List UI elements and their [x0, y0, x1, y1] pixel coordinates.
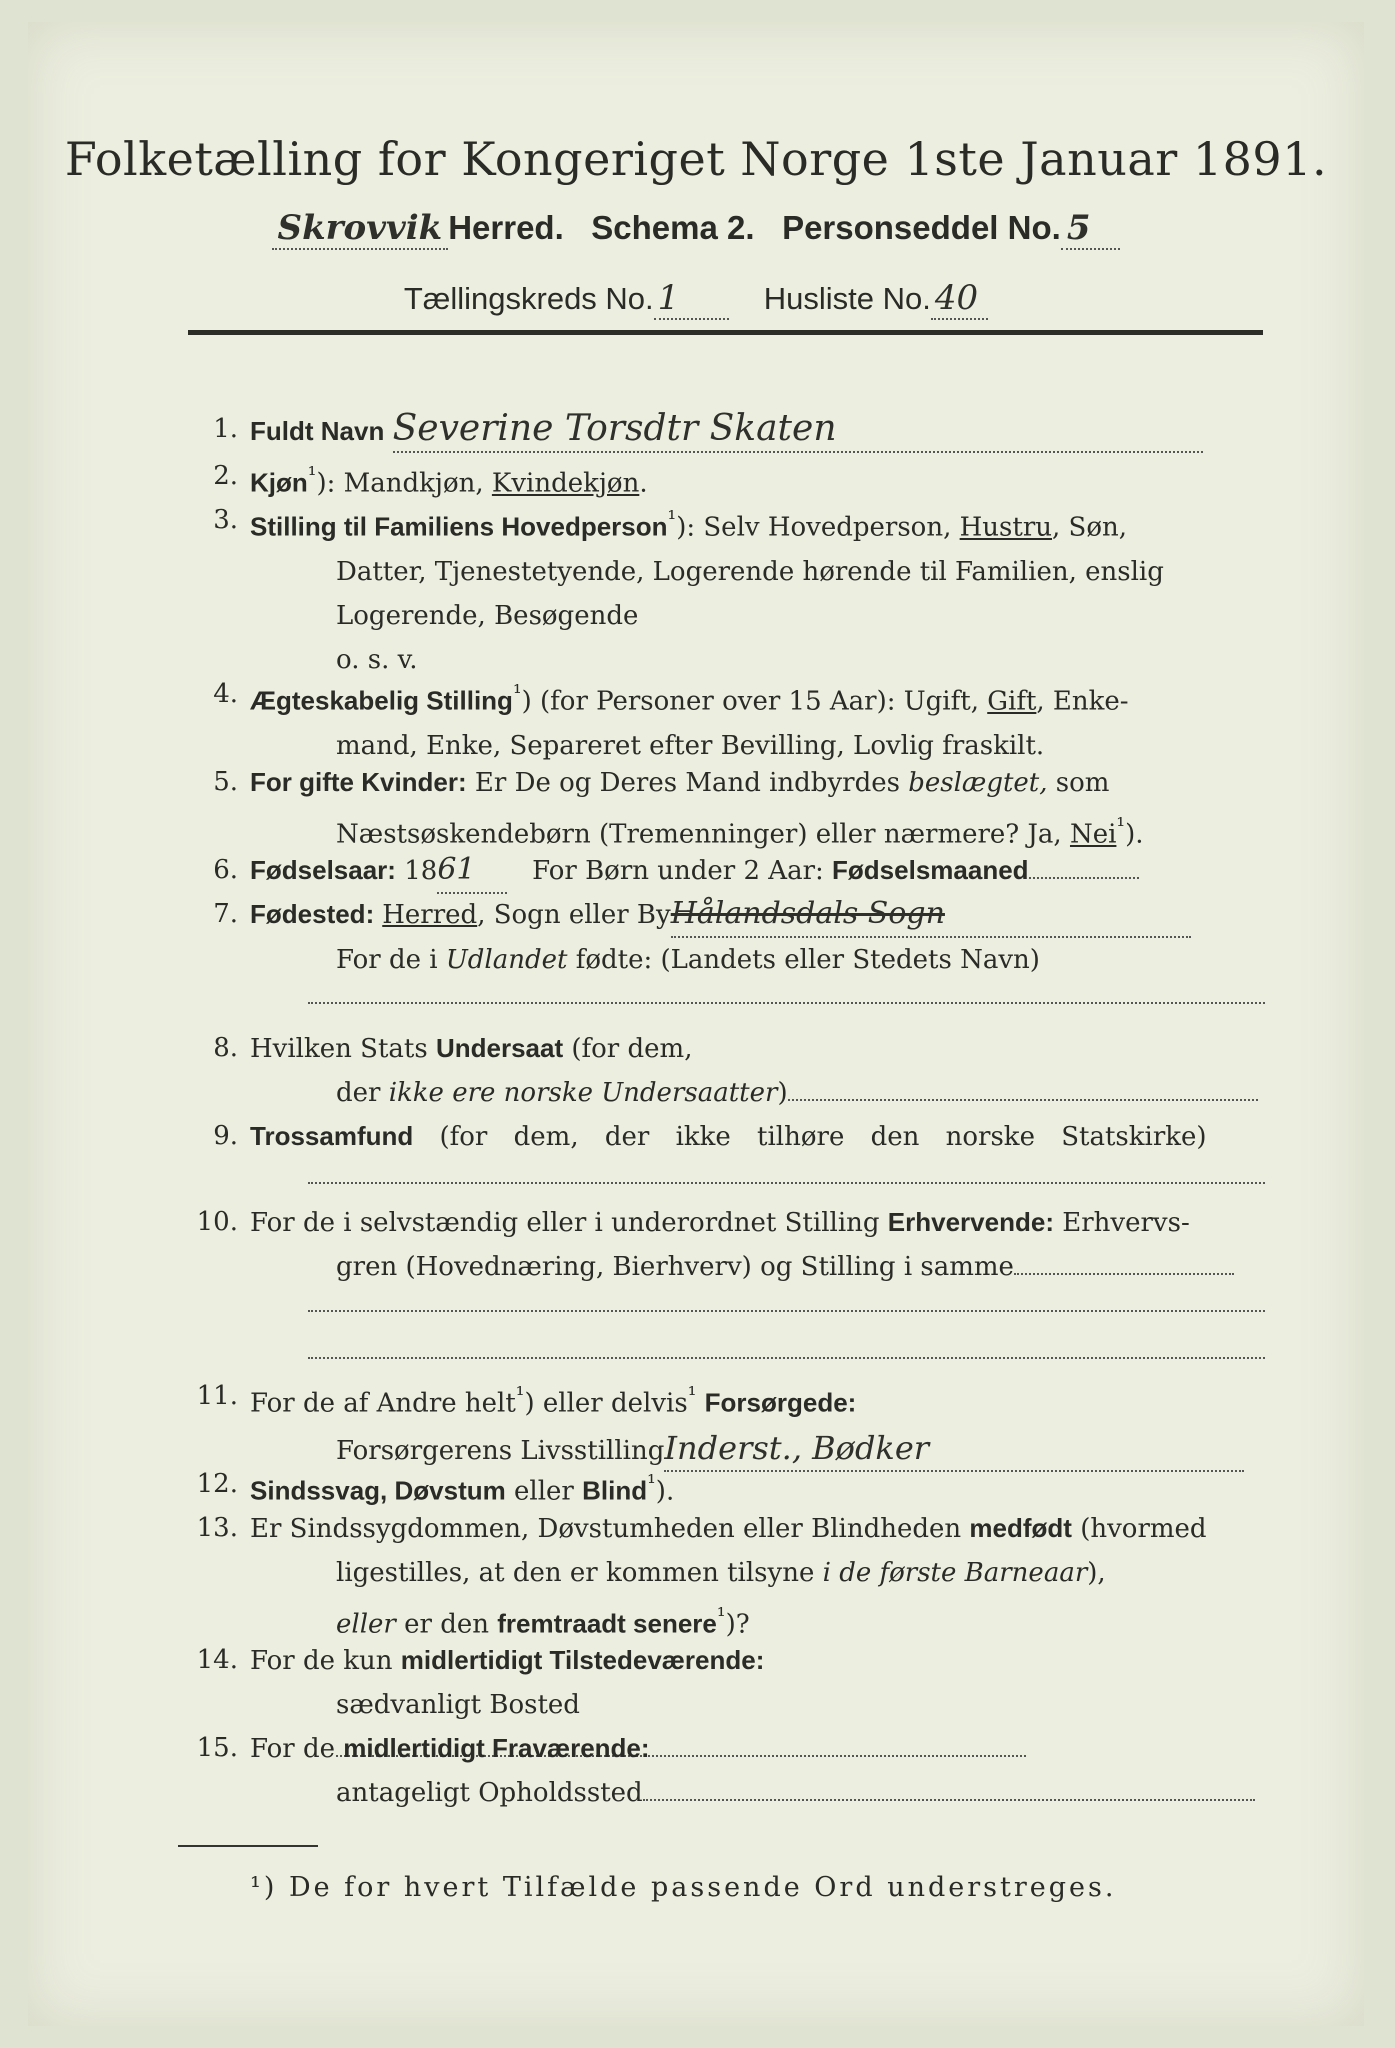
underlined-answer: Nei — [1069, 819, 1117, 850]
question-text: antageligt Opholdssted — [336, 1778, 643, 1808]
question-label: Ægteskabelig Stilling — [250, 685, 513, 716]
question-text: (hvormed — [1071, 1514, 1207, 1544]
question-text: som — [1047, 768, 1110, 798]
question-label: Erhvervende: — [887, 1207, 1054, 1237]
question-text: , Sogn eller By — [477, 900, 671, 930]
question-number: 3. — [213, 505, 238, 535]
footnote-marker: ¹ — [667, 507, 677, 532]
answer-line — [788, 1099, 1258, 1101]
header-rule — [188, 330, 1263, 335]
question-label: Fødselsaar: — [250, 855, 396, 885]
question-text: )? — [725, 1609, 750, 1640]
question-number: 11. — [196, 1381, 238, 1411]
question-text: Datter, Tjenestetyende, Logerende hørende til Familien, enslig — [336, 556, 1164, 587]
footnote-marker: ¹ — [647, 1471, 656, 1496]
question-label: For gifte Kvinder: — [250, 767, 467, 797]
question-text: ) (for Personer over 15 Aar): Ugift, — [521, 686, 988, 717]
schema-label: Schema 2. — [591, 209, 755, 246]
question-label: Sindssvag, Døvstum — [250, 1475, 506, 1506]
footnote-marker: ¹ — [515, 1383, 525, 1408]
underlined-answer: Gift — [987, 686, 1037, 717]
question-text: Er De og Deres Mand indbyrdes — [466, 768, 909, 798]
full-name-value: Severine Torsdtr Skaten — [393, 407, 1203, 453]
question-text: For de kun — [250, 1646, 401, 1676]
question-text: der — [336, 1078, 389, 1108]
birth-month-field — [1029, 877, 1139, 879]
birth-year-prefix: 18 — [404, 856, 438, 886]
question-text: (for dem, der ikke tilhøre den norske Statskirke) — [413, 1122, 1207, 1152]
question-number: 5. — [213, 767, 238, 797]
question-text: beslægtet, — [908, 768, 1048, 798]
question-text: For de i selvstændig eller i underordnet Stilling — [250, 1208, 888, 1238]
footnote: ¹) De for hvert Tilfælde passende Ord understreges. — [250, 1872, 1117, 1903]
form-header-line — [28, 208, 1364, 250]
birthplace-value: Hålandsdals Sogn — [671, 892, 1191, 938]
question-text: er den — [395, 1609, 498, 1640]
question-text: For de — [250, 1734, 344, 1764]
question-text: ) — [777, 1078, 788, 1108]
question-number: 14. — [196, 1645, 238, 1675]
taellingskreds-label: Tællingskreds No. — [403, 281, 654, 316]
question-text: (for dem, — [563, 1034, 693, 1064]
underlined-answer: Herred — [382, 900, 478, 930]
question-text: Logerende, Besøgende — [336, 600, 639, 631]
form-subheader-line — [28, 278, 1364, 320]
provider-occupation-value: Inderst., Bødker — [664, 1426, 1244, 1472]
birth-year-value: 61 — [437, 848, 507, 894]
question-text: gren (Hovednæring, Bierhverv) og Stilling i samme — [336, 1252, 1014, 1282]
husliste-label: Husliste No. — [763, 281, 931, 316]
footnote-marker: ¹ — [687, 1383, 697, 1408]
answer-line — [308, 1310, 1265, 1312]
question-number: 4. — [213, 679, 238, 709]
underlined-answer: Kvindekjøn — [491, 468, 640, 499]
question-text: ): Mandkjøn, — [316, 468, 492, 499]
question-number: 6. — [213, 855, 238, 885]
question-label: Blind — [582, 1475, 648, 1506]
question-text: , Enke- — [1036, 686, 1129, 717]
question-text: Hvilken Stats — [250, 1034, 436, 1064]
question-text: , Søn, — [1052, 512, 1128, 543]
answer-line — [308, 1002, 1265, 1004]
herred-value: Skrovvik — [272, 208, 449, 250]
question-text: For Børn under 2 Aar: — [532, 856, 824, 886]
question-number: 7. — [213, 899, 238, 929]
underlined-answer: Hustru — [959, 512, 1053, 543]
question-label: Fuldt Navn — [250, 416, 385, 446]
question-text: ). — [655, 1476, 675, 1507]
question-number: 15. — [196, 1733, 238, 1763]
question-text: ) eller delvis — [524, 1388, 688, 1419]
question-text: fødte: (Landets eller Stedets Navn) — [567, 945, 1040, 975]
question-number: 1. — [213, 414, 238, 444]
question-text: eller — [505, 1476, 583, 1507]
question-text: sædvanligt Bosted — [336, 1690, 580, 1720]
footnote-marker: ¹ — [1116, 814, 1126, 839]
personseddel-value: 5 — [1061, 208, 1121, 250]
answer-line — [643, 1799, 1255, 1801]
taellingskreds-value: 1 — [654, 278, 730, 320]
footnote-marker: ¹ — [512, 681, 522, 706]
question-text: Erhvervs- — [1053, 1208, 1190, 1238]
form-title: Folketælling for Kongeriget Norge 1ste Januar 1891. — [64, 132, 1328, 186]
question-label: Forsørgede: — [704, 1387, 857, 1418]
question-text: Forsørgerens Livsstilling — [336, 1435, 665, 1466]
personseddel-label: Personseddel No. — [782, 209, 1061, 246]
question-label: fremtraadt senere — [497, 1608, 717, 1639]
question-label: Stilling til Familiens Hovedperson — [250, 511, 668, 542]
footnote-marker: ¹ — [716, 1604, 726, 1629]
question-label: Fødested: — [250, 899, 375, 929]
question-text: eller — [336, 1609, 396, 1640]
husliste-value: 40 — [931, 278, 988, 320]
question-number: 12. — [196, 1469, 238, 1499]
question-text: Udlandet — [445, 945, 568, 975]
question-text: i de første Barneaar — [822, 1558, 1088, 1588]
question-number: 9. — [213, 1121, 238, 1151]
question-text: Næstsøskendebørn (Tremenninger) eller nærmere? Ja, — [336, 819, 1070, 850]
question-label: Fødselsmaaned — [832, 855, 1029, 885]
question-label: Undersaat — [435, 1033, 564, 1063]
question-number: 2. — [213, 461, 238, 491]
question-text: For de af Andre helt — [250, 1388, 516, 1419]
question-text: ligestilles, at den er kommen tilsyne — [336, 1558, 823, 1588]
herred-label: Herred. — [448, 209, 564, 246]
question-text: . — [639, 468, 648, 499]
footnote-marker: ¹ — [307, 463, 317, 488]
question-text: ). — [1125, 819, 1144, 850]
question-label: Kjøn — [250, 467, 308, 498]
answer-line — [1014, 1273, 1234, 1275]
question-text: o. s. v. — [336, 644, 418, 675]
question-label: Trossamfund — [250, 1121, 414, 1151]
question-number: 8. — [213, 1033, 238, 1063]
question-text: mand, Enke, Separeret efter Bevilling, Lovlig fraskilt. — [336, 730, 1045, 761]
question-text: Er Sindssygdommen, Døvstumheden eller Blindheden — [250, 1514, 970, 1544]
question-label: midlertidigt Fraværende: — [343, 1733, 650, 1763]
question-number: 10. — [196, 1207, 238, 1237]
census-form — [28, 22, 1364, 2026]
answer-line — [308, 1182, 1265, 1184]
question-label: midlertidigt Tilstedeværende: — [400, 1645, 765, 1675]
question-text: ): Selv Hovedperson, — [676, 512, 960, 543]
question-text: ikke ere norske Undersaatter — [388, 1078, 778, 1108]
footnote-rule — [178, 1845, 318, 1847]
question-text: ), — [1087, 1558, 1106, 1588]
question-number: 13. — [196, 1513, 238, 1543]
answer-line — [308, 1357, 1265, 1359]
question-text: For de i — [336, 945, 446, 975]
question-label: medfødt — [969, 1513, 1072, 1543]
